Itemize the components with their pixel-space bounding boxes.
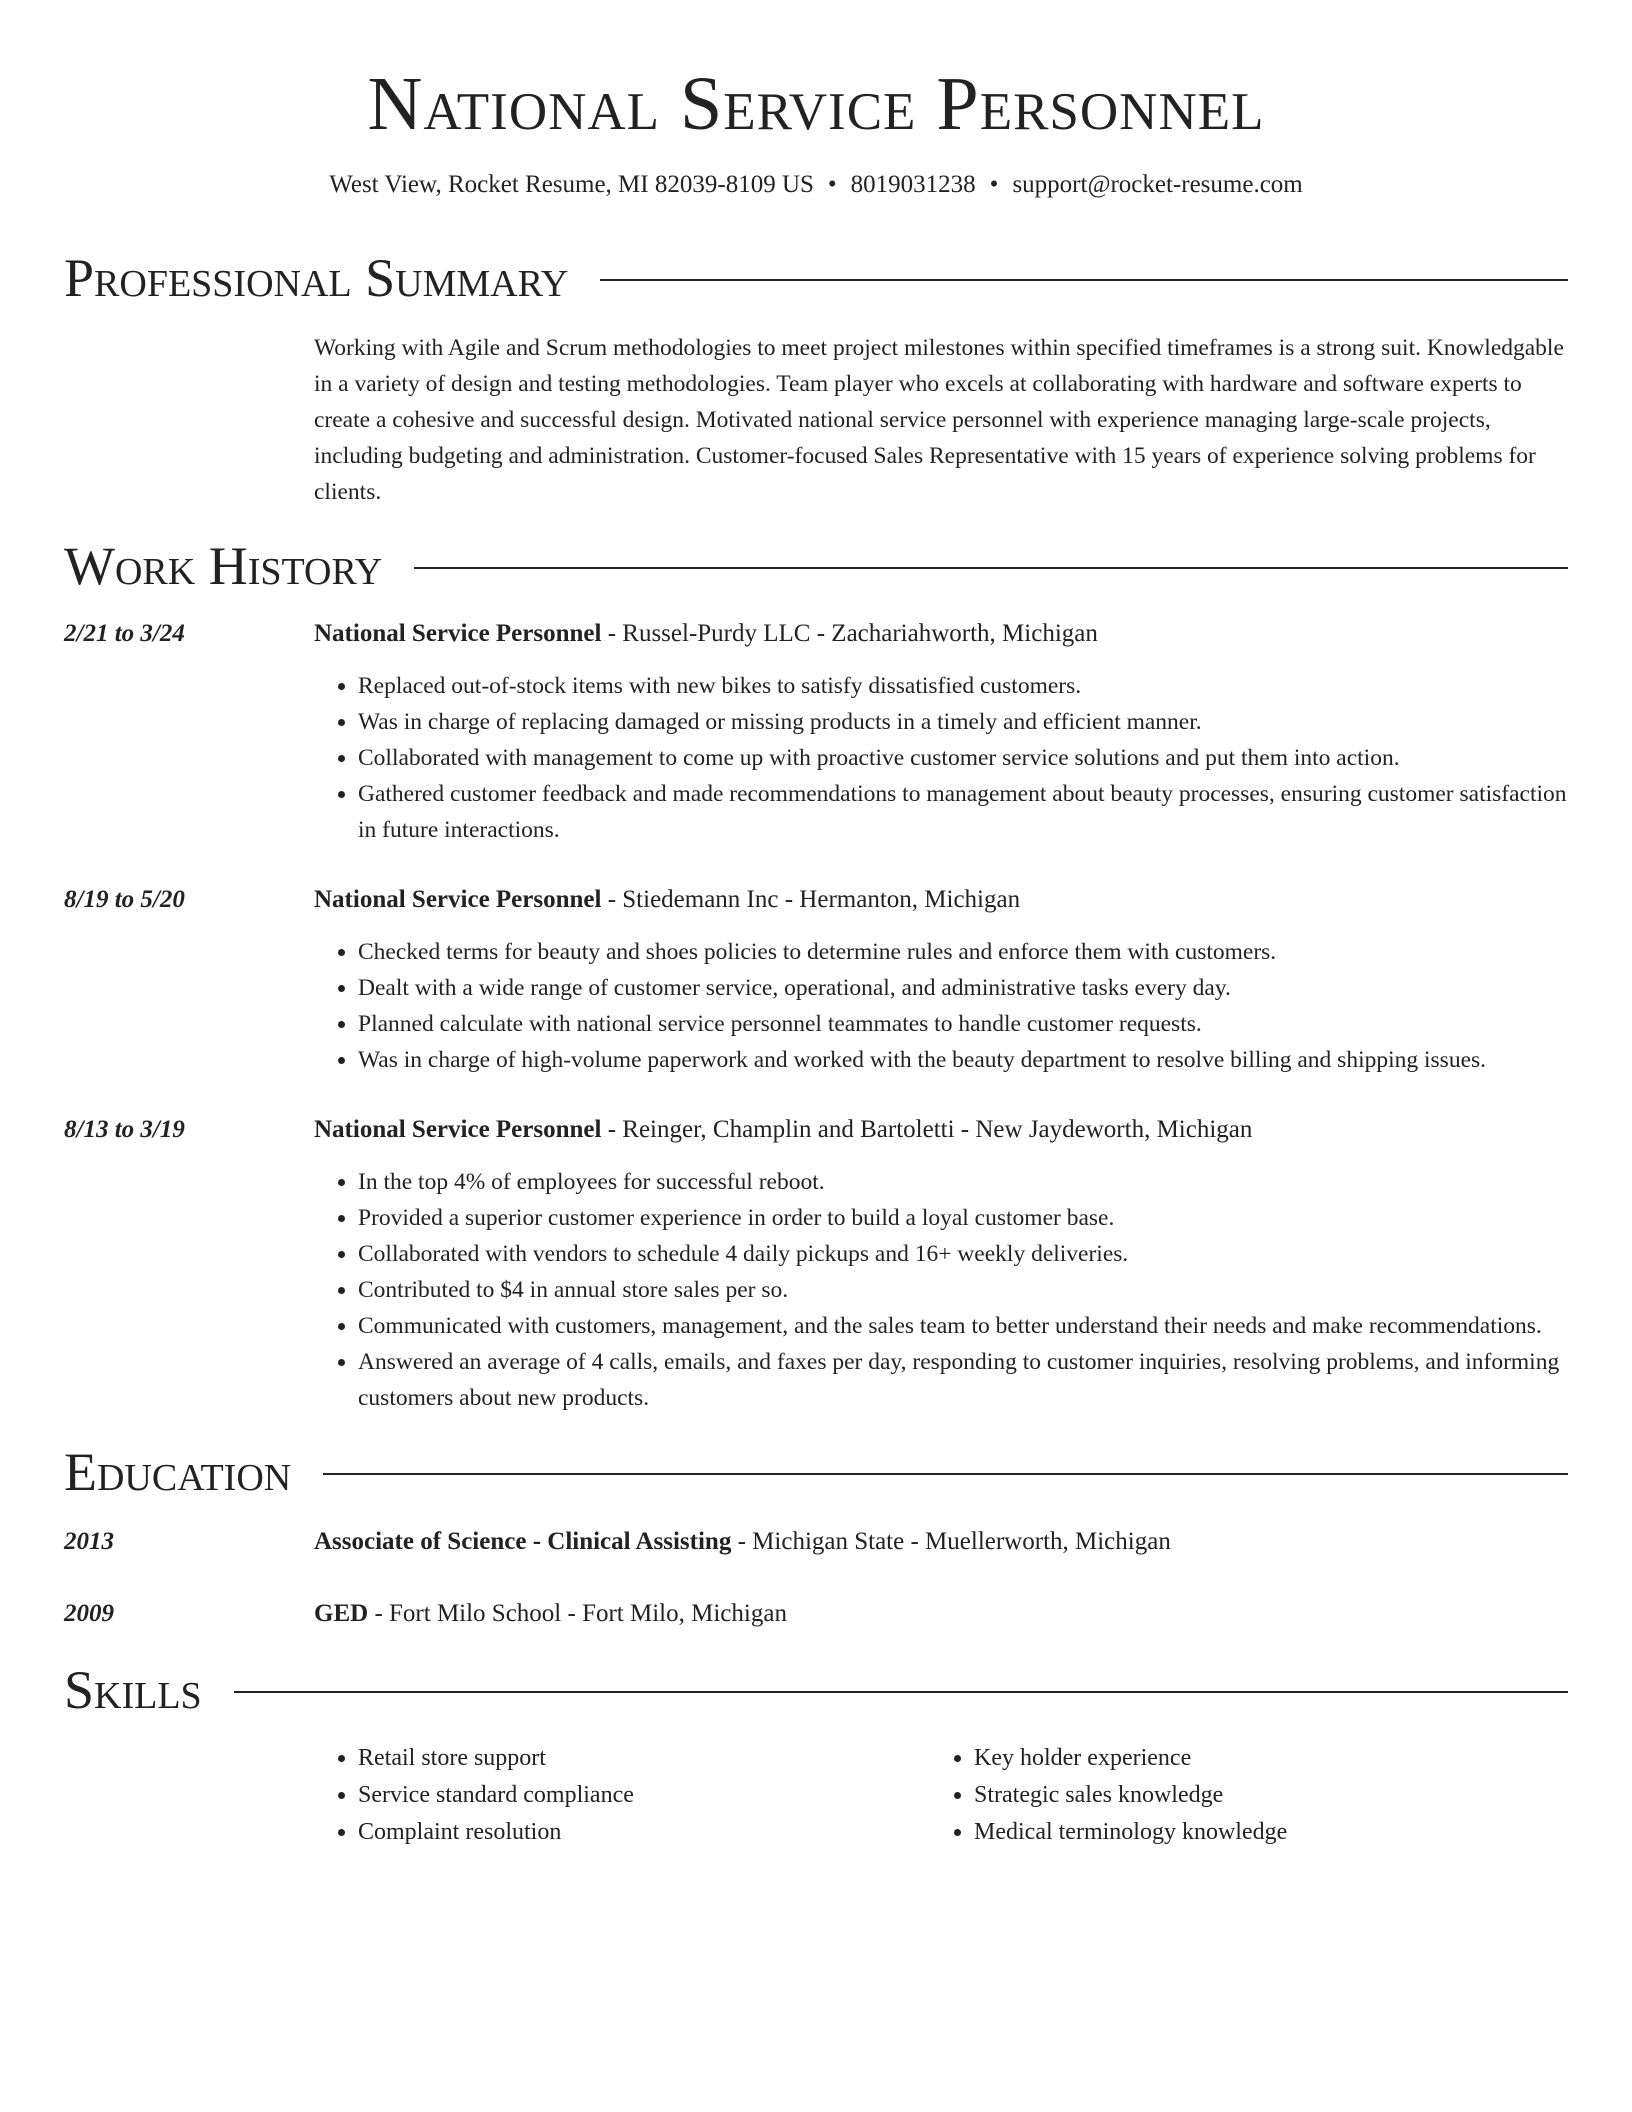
- education-school-location: - Michigan State - Muellerworth, Michigan: [731, 1528, 1171, 1555]
- list-item: • Replaced out-of-stock items with new bikes to satisfy dissatisfied customers.: [358, 668, 1568, 704]
- job-entry: [64, 616, 1568, 848]
- list-item: • Was in charge of high-volume paperwork and worked with the beauty department to resolve billing and shipping issues.: [358, 1042, 1568, 1078]
- contact-email[interactable]: support@rocket-resume.com: [1012, 171, 1303, 198]
- section-title: Work History: [64, 536, 383, 596]
- skill-item: • Retail store support: [358, 1740, 930, 1777]
- skill-item: • Medical terminology knowledge: [974, 1814, 1546, 1851]
- list-item: • Dealt with a wide range of customer service, operational, and administrative tasks every day.: [358, 970, 1568, 1006]
- job-bullets: [314, 934, 1568, 1078]
- job-detail: [314, 1112, 1568, 1416]
- skill-item: • Key holder experience: [974, 1740, 1546, 1777]
- skill-item: • Service standard compliance: [358, 1777, 930, 1814]
- list-item: • Provided a superior customer experience in order to build a loyal customer base.: [358, 1200, 1568, 1236]
- list-item: • Collaborated with management to come up with proactive customer service solutions and put them into action.: [358, 740, 1568, 776]
- education-degree: GED: [314, 1600, 369, 1627]
- job-entry: [64, 1112, 1568, 1416]
- job-bullets: [314, 1164, 1568, 1416]
- job-heading: [314, 882, 1568, 918]
- work-history-section-header: [64, 536, 1568, 596]
- education-degree: Associate of Science - Clinical Assisting: [314, 1528, 732, 1555]
- contact-separator: •: [989, 171, 999, 198]
- education-detail: [314, 1596, 1568, 1632]
- job-company-location: - Russel-Purdy LLC - Zachariahworth, Michigan: [601, 620, 1098, 647]
- job-dates: 2/21 to 3/24: [64, 620, 185, 647]
- education-year: 2009: [64, 1600, 114, 1627]
- job-dates: 8/19 to 5/20: [64, 886, 185, 913]
- job-entry: [64, 882, 1568, 1078]
- list-item: • Communicated with customers, management, and the sales team to better understand their needs and make recommendations.: [358, 1308, 1568, 1344]
- list-item: • In the top 4% of employees for successful reboot.: [358, 1164, 1568, 1200]
- education-school-location: - Fort Milo School - Fort Milo, Michigan: [368, 1600, 787, 1627]
- section-divider: [414, 567, 1568, 569]
- job-company-location: - Reinger, Champlin and Bartoletti - New Jaydeworth, Michigan: [601, 1116, 1253, 1143]
- job-company-location: - Stiedemann Inc - Hermanton, Michigan: [601, 886, 1021, 913]
- job-title: National Service Personnel: [314, 620, 602, 647]
- job-bullets: [314, 668, 1568, 848]
- skill-item: • Strategic sales knowledge: [974, 1777, 1546, 1814]
- section-title: Education: [64, 1442, 292, 1502]
- skills-section-header: [64, 1660, 1568, 1720]
- job-dates: 8/13 to 3/19: [64, 1116, 185, 1143]
- list-item: • Checked terms for beauty and shoes policies to determine rules and enforce them with customers.: [358, 934, 1568, 970]
- skill-item: • Complaint resolution: [358, 1814, 930, 1851]
- contact-address: West View, Rocket Resume, MI 82039-8109 US: [329, 171, 814, 198]
- list-item: • Contributed to $4 in annual store sales per so.: [358, 1272, 1568, 1308]
- education-detail: [314, 1524, 1568, 1560]
- job-title: National Service Personnel: [314, 1116, 602, 1143]
- skills-column-left: [314, 1740, 930, 1851]
- list-item: • Collaborated with vendors to schedule 4 daily pickups and 16+ weekly deliveries.: [358, 1236, 1568, 1272]
- contact-phone: 8019031238: [850, 171, 976, 198]
- section-title: Skills: [64, 1660, 202, 1720]
- list-item: • Was in charge of replacing damaged or missing products in a timely and efficient manner.: [358, 704, 1568, 740]
- job-heading: [314, 1112, 1568, 1148]
- education-year: 2013: [64, 1528, 114, 1555]
- list-item: • Planned calculate with national service personnel teammates to handle customer requests.: [358, 1006, 1568, 1042]
- summary-text: Working with Agile and Scrum methodologies to meet project milestones within specified timeframes is a strong suit. Knowledgable in a variety of design and testing methodologies. Team player who excels at collaborating with hardware and software experts to create a cohesive and successful design. Motivated national service personnel with experience managing large-scale projects, including budgeting and administration. Customer-focused Sales Representative with 15 years of experience solving problems for clients.: [314, 335, 1564, 505]
- job-detail: [314, 882, 1568, 1078]
- education-section-header: [64, 1442, 1568, 1502]
- job-detail: [314, 616, 1568, 848]
- list-item: • Answered an average of 4 calls, emails, and faxes per day, responding to customer inquiries, resolving problems, and informing customers about new products.: [358, 1344, 1568, 1416]
- summary-section-header: [64, 248, 1568, 308]
- list-item: • Gathered customer feedback and made recommendations to management about beauty processes, ensuring customer satisfaction in future interactions.: [358, 776, 1568, 848]
- section-divider: [234, 1691, 1568, 1693]
- section-divider: [600, 279, 1568, 281]
- education-entry: [64, 1524, 1568, 1560]
- candidate-name: National Service Personnel: [367, 62, 1265, 146]
- contact-separator: •: [827, 171, 837, 198]
- skills-column-right: [930, 1740, 1546, 1851]
- job-heading: [314, 616, 1568, 652]
- education-entry: [64, 1596, 1568, 1632]
- contact-line: [64, 168, 1568, 202]
- skills-list: [314, 1740, 1568, 1851]
- job-title: National Service Personnel: [314, 886, 602, 913]
- section-title: Professional Summary: [64, 248, 569, 308]
- section-divider: [323, 1473, 1568, 1475]
